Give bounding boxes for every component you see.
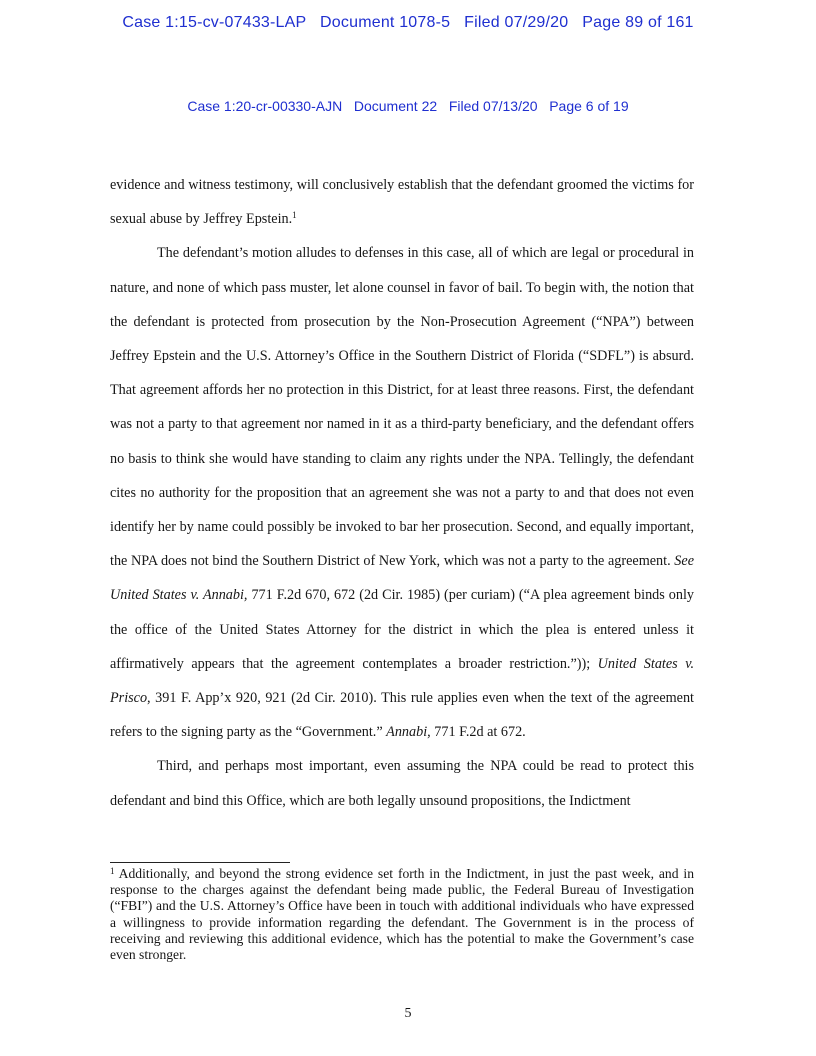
footnote <box>110 866 694 963</box>
paragraph-third-argument: Third, and perhaps most important, even assuming the NPA could be read to protect this defendant and bind this Office, which are both legally unsound propositions, the Indictment <box>110 758 694 809</box>
paragraph-2-text-b: 771 F.2d 670, 672 (2d Cir. 1985) (per curiam) (“A plea agreement binds only the office of the United States Attorney for the district in which the plea is entered unless it affirmatively appears that the agreement contemplates a broader restriction.”)); <box>110 587 694 672</box>
outer-case-header: Case 1:15-cv-07433-LAP Document 1078-5 Filed 07/29/20 Page 89 of 161 <box>122 14 694 31</box>
body-text <box>110 168 694 818</box>
inner-case-header: Case 1:20-cr-00330-AJN Document 22 Filed 07/13/20 Page 6 of 19 <box>187 98 629 114</box>
paragraph-continuation <box>110 168 694 236</box>
citation-annabi-short: Annabi <box>386 724 428 741</box>
paragraph-npa-argument <box>110 236 694 749</box>
footnote-reference: 1 <box>292 210 297 221</box>
page-number: 5 <box>404 1006 412 1021</box>
paragraph-2-text-a: The defendant’s motion alludes to defenses in this case, all of which are legal or procedural in nature, and none of which pass muster, let alone counsel in favor of bail. To begin with, the notion that the defendant is protected from prosecution by the Non-Prosecution Agreement (“NPA”) between Jeffrey Epstein and the U.S. Attorney’s Office in the Southern District of Florida (“SDFL”) is absurd. That agreement affords her no protection in this District, for at least three reasons. First, the defendant was not a party to that agreement nor named in it as a third-party beneficiary, and the defendant offers no basis to think she would have standing to claim any rights under the NPA. Tellingly, the defendant cites no authority for the proposition that an agreement she was not a party to and that does not even identify her by name could possibly be invoked to bar her prosecution. Second, and equally important, the NPA does not bind the Southern District of New York, which was not a party to the agreement. <box>110 245 694 570</box>
citation-annabi: See United States v. Annabi, <box>110 553 694 604</box>
paragraph-1-text: evidence and witness testimony, will conclusively establish that the defendant groomed the victims for sexual abuse by Jeffrey Epstein. <box>110 177 694 228</box>
footnote-text: Additionally, and beyond the strong evidence set forth in the Indictment, in just the past week, and in response to the charges against the defendant being made public, the Federal Bureau of Investigation (“FBI”) and the U.S. Attorney’s Office have been in touch with additional individuals who have expressed a willingness to provide information regarding the defendant. The Government is in the process of receiving and reviewing this additional evidence, which has the potential to make the Government’s case even stronger. <box>110 866 694 963</box>
footnote-marker: 1 <box>110 866 115 876</box>
paragraph-2-text-d: , 771 F.2d at 672. <box>427 724 526 741</box>
citation-prisco: United States v. Prisco <box>110 655 694 707</box>
paragraph-2-text-c: , 391 F. App’x 920, 921 (2d Cir. 2010). This rule applies even when the text of the agreement refers to the signing party as the “Government.” <box>110 690 694 741</box>
footnote-divider <box>110 862 290 863</box>
